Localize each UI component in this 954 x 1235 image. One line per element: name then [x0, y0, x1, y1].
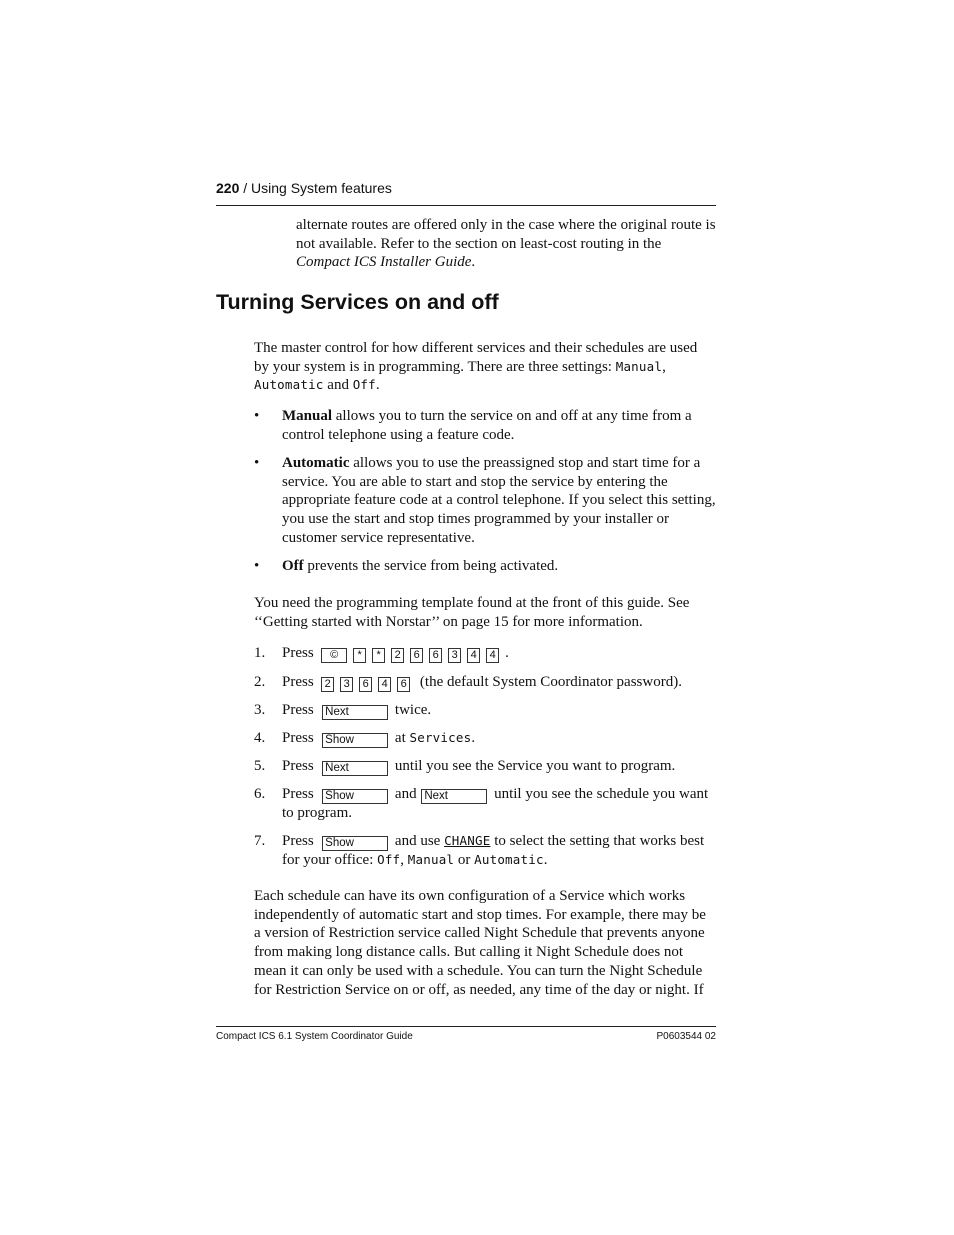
services-display: Services — [409, 730, 472, 745]
dial-key: 3 — [448, 648, 461, 663]
press-label: Press — [282, 674, 314, 690]
section-title: / Using System features — [239, 180, 392, 196]
intro-paragraph — [296, 216, 716, 272]
step-number: 2. — [254, 674, 266, 690]
bullet-text: prevents the service from being activated. — [303, 558, 559, 574]
overview-text: The master control for how different services and their schedules are used by your system is in programming. There are three settings: — [254, 340, 698, 375]
dial-key: 4 — [486, 648, 499, 663]
step-6 — [254, 785, 716, 823]
press-label: Press — [282, 702, 314, 718]
step-end: until you see the schedule you want to program. — [282, 786, 709, 821]
bullet-term: Automatic — [282, 455, 350, 471]
show-softkey: Show — [322, 733, 388, 748]
bullet-text: allows you to use the preassigned stop and start time for a service. You are able to start and stop the service by entering the appropriate feature code at a control telephone. If you select this setting, you use the start and stop times programmed by your installer or customer service representative. — [282, 455, 716, 546]
dial-key: 6 — [410, 648, 423, 663]
step-end: . — [505, 645, 509, 661]
bullet-term: Off — [282, 558, 304, 574]
change-display: CHANGE — [444, 833, 491, 848]
bullet-automatic — [254, 454, 716, 548]
setting-manual: Manual — [407, 852, 455, 867]
bullet-dot: • — [254, 455, 260, 471]
show-softkey: Show — [322, 789, 388, 804]
step-comma: , — [400, 852, 405, 868]
footer-guide-title: Compact ICS 6.1 System Coordinator Guide — [216, 1031, 413, 1042]
dial-key: 6 — [359, 677, 372, 692]
dial-key: 6 — [397, 677, 410, 692]
star-key: * — [353, 648, 366, 663]
overview-end: . — [375, 377, 380, 394]
step-number: 7. — [254, 833, 266, 849]
closing-paragraph: Each schedule can have its own configuration of a Service which works independently of automatic start and stop times. For example, there may be a version of Restriction service called Night Schedule that prevents anyone from making long distance calls. But calling it Night Schedule does not mean it can only be used with a schedule. You can turn the Night Schedule for Restriction Service on or off, as needed, any time of the day or night. If — [254, 888, 706, 998]
step-mid: to select the setting that works best for your office: — [282, 833, 705, 868]
intro-end: . — [471, 254, 476, 271]
dial-key: 2 — [391, 648, 404, 663]
dial-key: 2 — [321, 677, 334, 692]
bullet-term: Manual — [282, 408, 333, 424]
press-label: Press — [282, 758, 314, 774]
step-5 — [254, 757, 716, 776]
intro-text: alternate routes are offered only in the case where the original route is not available. Refer to the section on least-cost routing in the — [296, 217, 716, 252]
page-number: 220 — [216, 180, 240, 196]
dial-key: 4 — [378, 677, 391, 692]
next-softkey: Next — [322, 705, 388, 720]
step-1 — [254, 644, 716, 663]
step-number: 3. — [254, 702, 266, 718]
and-label: and — [394, 786, 417, 802]
bullet-manual — [254, 407, 716, 444]
or-label: or — [454, 852, 475, 868]
footer-rule — [216, 1026, 716, 1027]
overview-comma: , — [662, 358, 666, 375]
dial-key: 3 — [340, 677, 353, 692]
step-end: . — [471, 730, 476, 746]
step-number: 5. — [254, 758, 266, 774]
press-label: Press — [282, 730, 314, 746]
at-label: at — [394, 730, 406, 746]
bullet-dot: • — [254, 408, 260, 424]
running-head — [216, 180, 716, 196]
template-note: You need the programming template found at the front of this guide. See ‘‘Getting started with Norstar’’ on page 15 for more information. — [254, 595, 690, 630]
step-end: . — [543, 852, 548, 868]
step-7 — [254, 832, 716, 870]
bullet-text: allows you to turn the service on and off at any time from a control telephone using a feature code. — [282, 408, 692, 443]
bullet-off — [254, 557, 716, 576]
step-end: twice. — [394, 702, 432, 718]
step-number: 1. — [254, 645, 266, 661]
step-end: until you see the Service you want to program. — [394, 758, 676, 774]
step-end: (the default System Coordinator password). — [419, 674, 682, 690]
step-number: 6. — [254, 786, 266, 802]
step-number: 4. — [254, 730, 266, 746]
setting-manual: Manual — [615, 358, 663, 374]
setting-off: Off — [377, 852, 401, 867]
step-4 — [254, 729, 716, 748]
use-label: and use — [394, 833, 441, 849]
setting-automatic: Automatic — [254, 377, 324, 393]
bullet-dot: • — [254, 558, 260, 574]
installer-guide-ref: Compact ICS Installer Guide — [296, 254, 472, 271]
step-3 — [254, 701, 716, 720]
press-label: Press — [282, 786, 314, 802]
overview-and: and — [323, 377, 353, 394]
dial-key: 6 — [429, 648, 442, 663]
feature-key: © — [321, 648, 347, 663]
press-label: Press — [282, 833, 314, 849]
setting-off: Off — [352, 377, 376, 393]
step-2 — [254, 673, 716, 692]
next-softkey: Next — [322, 761, 388, 776]
press-label: Press — [282, 645, 314, 661]
section-heading: Turning Services on and off — [216, 290, 499, 314]
header-rule — [216, 205, 716, 206]
overview-paragraph — [254, 339, 716, 395]
next-softkey: Next — [421, 789, 487, 804]
dial-key: 4 — [467, 648, 480, 663]
star-key: * — [372, 648, 385, 663]
setting-automatic: Automatic — [474, 852, 544, 867]
show-softkey: Show — [322, 836, 388, 851]
footer-part-number: P0603544 02 — [656, 1031, 716, 1042]
